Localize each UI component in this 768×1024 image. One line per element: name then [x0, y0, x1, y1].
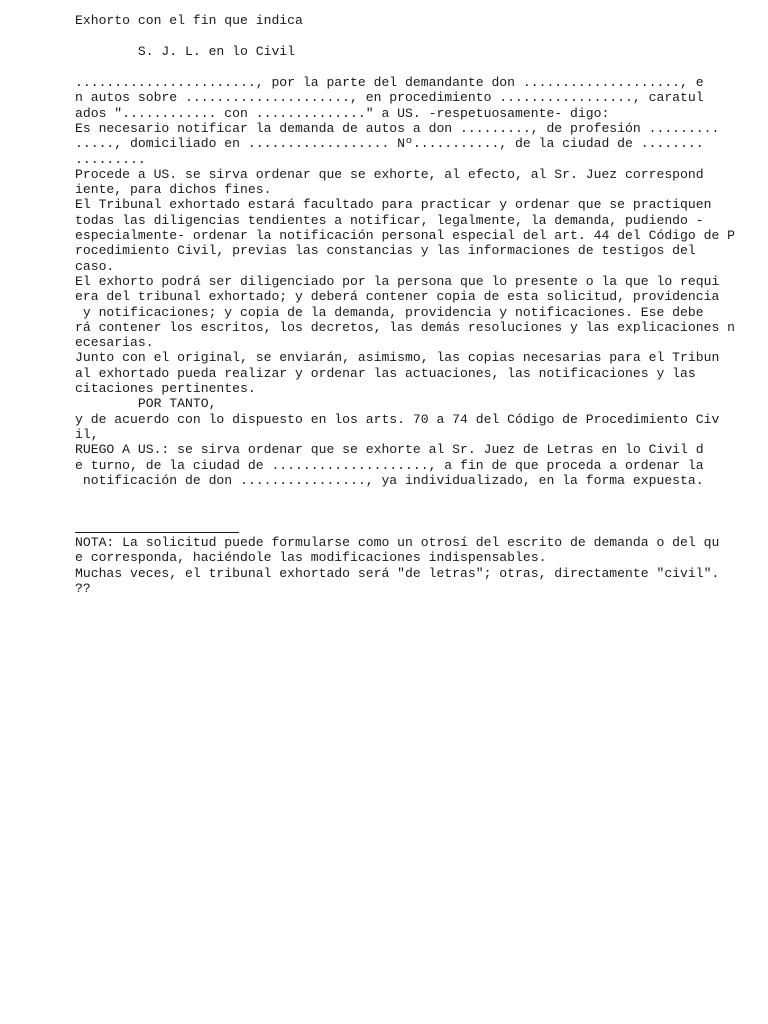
body-line: Junto con el original, se enviarán, asimismo, las copias necesarias para el Tribun: [75, 350, 720, 366]
body-line: ....., domiciliado en .................. Nº..........., de la ciudad de ........: [75, 136, 704, 152]
body-line: citaciones pertinentes.: [75, 381, 256, 396]
body-line: caso.: [75, 258, 115, 274]
petition-line: RUEGO A US.: se sirva ordenar que se exhorte al Sr. Juez de Letras en lo Civil d: [75, 442, 704, 458]
body-line: Es necesario notificar la demanda de autos a don ........., de profesión .........: [75, 120, 720, 136]
footnote-line: Muchas veces, el tribunal exhortado será "de letras"; otras, directamente "civil".: [75, 565, 720, 581]
body-line: rá contener los escritos, los decretos, las demás resoluciones y las explicaciones n: [75, 319, 736, 335]
footnote-line: ??: [75, 580, 91, 596]
body-line: ......................., por la parte del demandante don ...................., e: [75, 75, 704, 90]
body-line: y notificaciones; y copia de la demanda, providencia y notificaciones. Ese debe: [75, 304, 704, 320]
body-line: iente, para dichos fines.: [75, 182, 272, 198]
body-line: al exhortado pueda realizar y ordenar las actuaciones, las notificaciones y las: [75, 365, 696, 381]
body-line: El exhorto podrá ser diligenciado por la persona que lo presente o la que lo requi: [75, 273, 720, 289]
body-line: todas las diligencias tendientes a notificar, legalmente, la demanda, pudiendo -: [75, 212, 704, 228]
body-line: especialmente- ordenar la notificación personal especial del art. 44 del Código de P: [75, 228, 736, 243]
petition-line: e turno, de la ciudad de ...................., a fin de que proceda a ordenar la: [75, 457, 704, 473]
body-line: rocedimiento Civil, previas las constancias y las informaciones de testigos del: [75, 243, 696, 259]
footnote-line: NOTA: La solicitud puede formularse como un otrosí del escrito de demanda o del qu: [75, 535, 720, 550]
petition-line: notificación de don ................, ya individualizado, en la forma expuesta.: [75, 472, 704, 488]
body-line: y de acuerdo con lo dispuesto en los arts. 70 a 74 del Código de Procedimiento Civ: [75, 411, 720, 427]
footnote-line: e corresponda, haciéndole las modificaciones indispensables.: [75, 550, 547, 566]
court-addressee: S. J. L. en lo Civil: [75, 44, 296, 59]
body-line: Procede a US. se sirva ordenar que se exhorte, al efecto, al Sr. Juez correspond: [75, 166, 704, 182]
body-line: era del tribunal exhortado; y deberá contener copia de esta solicitud, providencia: [75, 289, 720, 305]
body-line: .........: [75, 151, 146, 167]
footnote-separator: [75, 532, 239, 533]
body-line: ecesarias.: [75, 335, 154, 351]
document-title: Exhorto con el fin que indica: [75, 13, 303, 28]
body-line: ados "............ con .............." a US. -respetuosamente- digo:: [75, 105, 610, 121]
por-tanto-heading: POR TANTO,: [75, 396, 217, 412]
body-line: El Tribunal exhortado estará facultado para practicar y ordenar que se practiquen: [75, 197, 712, 213]
body-line: il,: [75, 426, 99, 442]
body-line: n autos sobre ....................., en procedimiento ................., caratul: [75, 90, 704, 106]
